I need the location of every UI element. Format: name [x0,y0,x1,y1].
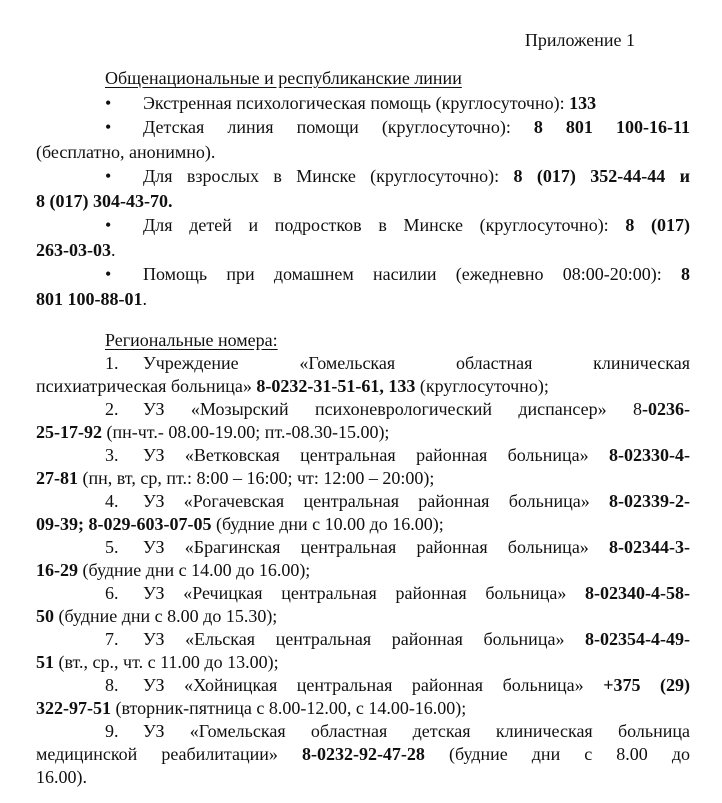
section-regional [0,329,722,789]
doc-label: Приложение 1 [524,30,635,50]
list-marker: • [105,215,112,235]
list-item [36,444,690,490]
list-item [36,213,690,262]
text-line [36,743,690,766]
text-line [36,674,690,697]
list-marker: 6. [105,583,119,603]
text-line [36,238,690,263]
body-text: психиатрическая больница» [36,376,257,396]
list-item [36,352,690,398]
list-item [36,262,690,311]
list-marker: 5. [105,537,119,557]
body-text: Помощь при домашнем насилии (ежедневно 08:00-20:00): [143,264,681,284]
phone-number-text: 16-29 [36,560,78,580]
body-text: (пн, вт, ср, пт.: 8:00 – 16:00; чт: 12:00 – 20:00); [78,468,435,488]
list-item [36,164,690,213]
section-national [0,66,722,311]
body-text: УЗ «Брагинская центральная районная больница» [143,537,610,557]
body-text: УЗ «Рогачевская центральная районная больница» [143,491,610,511]
phone-number-text: 27-81 [36,468,78,488]
text-line [36,262,690,287]
phone-number-text: +375 (29) [603,675,690,695]
phone-number-text: 25-17-92 [36,422,102,442]
list-marker: 9. [105,721,119,741]
list-marker: 1. [105,353,119,373]
phone-number-text: 133 [569,92,597,113]
body-text: УЗ «Ельская центральная районная больница» [143,629,586,649]
body-text: УЗ «Речицкая центральная районная больница» [143,583,586,603]
text-line [36,697,690,720]
body-text: (вт., ср., чт. с 11.00 до 13.00); [54,652,279,672]
list-item [36,115,690,164]
text-line [36,651,690,674]
phone-number-text: 8-02354-4-49- [585,629,690,649]
body-text: (бесплатно, анонимно). [36,141,216,162]
list-item [36,582,690,628]
list-item [36,628,690,674]
text-line [36,720,690,743]
list-item [36,398,690,444]
list-item [36,674,690,720]
document-body [0,66,722,789]
text-line [36,628,690,651]
body-text: (круглосуточно); [415,376,549,396]
text-line [36,605,690,628]
body-text: Экстренная психологическая помощь (круглосуточно): [143,92,570,113]
text-line [36,398,690,421]
list-item [36,91,690,116]
phone-number-text: 322-97-51 [36,698,111,718]
list-marker: • [105,166,112,186]
body-text: Детская линия помощи (круглосуточно): [143,117,534,137]
list-item [36,490,690,536]
body-text: УЗ «Хойницкая центральная районная больница» [143,675,604,695]
body-text: (вторник-пятница с 8.00-12.00, с 14.00-16.00); [111,698,467,718]
phone-number-text: 51 [36,652,54,672]
list-marker: • [105,264,112,284]
text-line [36,444,690,467]
body-text: 16.00). [36,767,87,787]
text-line [36,91,690,116]
list-marker: • [105,92,112,113]
list-marker: 8. [105,675,119,695]
body-text: медицинской реабилитации» [36,744,302,764]
text-line [36,490,690,513]
text-line [36,140,690,165]
list-marker: 2. [105,399,119,419]
phone-number-text: 8 [681,264,690,284]
body-text: Для детей и подростков в Минске (круглосуточно): [143,215,626,235]
text-line [36,559,690,582]
text-line [36,375,690,398]
phone-number-text: 8 801 100-16-11 [533,117,690,137]
text-line [36,213,690,238]
body-text: Учреждение «Гомельская областная клиническая [143,353,690,373]
phone-number-text: 8-0232-31-51-61, 133 [256,376,416,396]
body-text: Для взрослых в Минске (круглосуточно): [143,166,514,186]
text-line [36,536,690,559]
phone-number-text: 8-0232-92-47-28 [301,744,425,764]
text-line [36,766,690,789]
list-marker: 3. [105,445,119,465]
list-marker: 7. [105,629,119,649]
text-line [36,189,690,214]
phone-number-text: 263-03-03 [36,239,111,260]
phone-number-text: 8-02340-4-58- [585,583,690,603]
phone-number-text: 8 (017) 352-44-44 и [513,166,690,186]
text-line [36,513,690,536]
text-line [36,164,690,189]
phone-number-text: -0236- [642,399,690,419]
text-line [36,467,690,490]
body-text: (будние дни с 8.00 до 15.30); [54,606,278,626]
phone-number-text: 8 (017) 304-43-70. [36,190,173,211]
phone-number-text: 09-39; 8-029-603-07-05 [36,514,212,534]
section-heading: Региональные номера: [105,330,278,350]
body-text: (будние дни с 10.00 до 16.00); [211,514,444,534]
body-text: . [142,288,147,309]
list-item [36,536,690,582]
phone-number-text: 8-02344-3- [609,537,690,557]
phone-number-text: 8 (017) [625,215,690,235]
body-text: УЗ «Мозырский психоневрологический диспансер» 8 [143,399,642,419]
text-line [36,421,690,444]
body-text: (будние дни с 8.00 до [424,744,690,764]
text-line [36,287,690,312]
body-text: УЗ «Гомельская областная детская клиническая больница [143,721,690,741]
list-item [36,720,690,789]
phone-number-text: 801 100-88-01 [36,288,143,309]
body-text: (пн-чт.- 08.00-19.00; пт.-08.30-15.00); [102,422,390,442]
body-text: УЗ «Ветковская центральная районная больница» [143,445,610,465]
list-marker: • [105,117,112,137]
text-line [36,352,690,375]
phone-number-text: 8-02339-2- [609,491,690,511]
text-line [36,115,690,140]
body-text: (будние дни с 14.00 до 16.00); [78,560,311,580]
phone-number-text: 8-02330-4- [609,445,690,465]
section-heading: Общенациональные и республиканские линии [105,68,462,88]
list-marker: 4. [105,491,119,511]
body-text: . [111,239,116,260]
text-line [36,582,690,605]
phone-number-text: 50 [36,606,54,626]
